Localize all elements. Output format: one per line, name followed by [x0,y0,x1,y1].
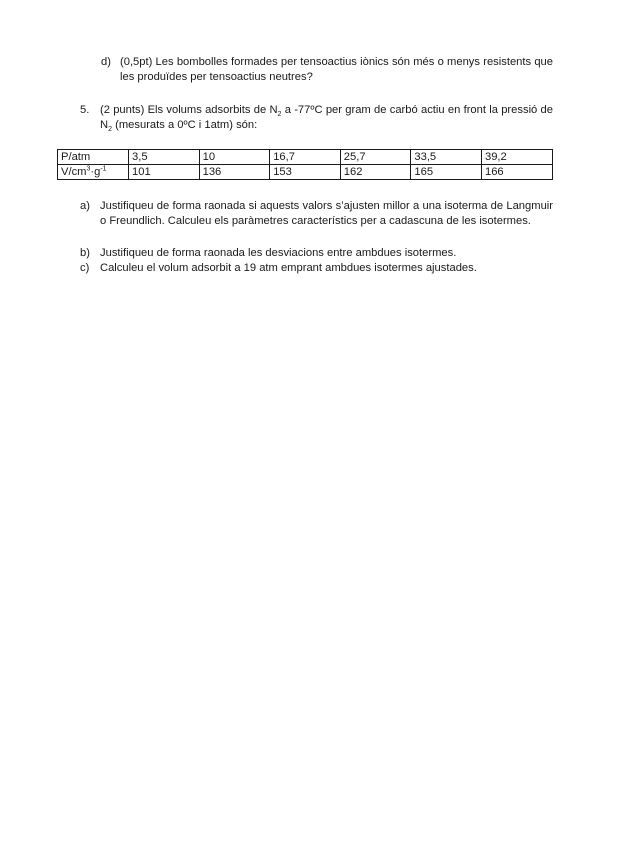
question-5-text [100,103,553,133]
table-cell: 153 [270,165,341,180]
table-header-volume [58,165,129,180]
question-d [101,55,553,85]
table-cell: 162 [340,165,411,180]
volume-header-mid: ·g [90,165,101,178]
subquestion-a-text: Justifiqueu de forma raonada si aquests valors s’ajusten millor a una isoterma de Langmuir o Freundlich. Calculeu els paràmetres característics per a cadascuna de les isotermes. [100,200,553,227]
table-cell: 3,5 [129,150,200,165]
volume-header-base: V/cm [61,165,87,178]
table-header-pressure: P/atm [58,150,129,165]
volume-header-sup2: -1 [100,164,107,172]
table-cell: 101 [129,165,200,180]
question-5-text-part1: (2 punts) Els volums adsorbits de N [100,104,278,116]
subquestion-c-marker: c) [80,262,90,274]
question-5-subscript-1: 2 [277,111,282,119]
subquestion-b [80,246,553,261]
question-5-text-part3: (mesurats a 0ºC i 1atm) són: [112,119,258,131]
subquestion-a-marker: a) [80,200,90,212]
table-cell: 136 [199,165,270,180]
table-cell: 166 [481,165,552,180]
table-cell: 25,7 [340,150,411,165]
table-cell: 16,7 [270,150,341,165]
table-cell: 33,5 [411,150,482,165]
question-5-subscript-2: 2 [108,126,112,134]
volume-header-sup1: 3 [86,164,91,172]
question-5 [80,103,553,133]
table-cell: 165 [411,165,482,180]
subquestion-b-text: Justifiqueu de forma raonada les desviacions entre ambdues isotermes. [100,247,457,259]
table-cell: 39,2 [481,150,552,165]
question-d-text: (0,5pt) Les bombolles formades per tensoactius iònics són més o menys resistents que les produïdes per tensoactius neutres? [120,56,553,83]
question-5-text-part2: a -77ºC per gram de carbó actiu en front la pressió de N [100,104,553,131]
subquestion-a [80,199,553,229]
question-5-marker: 5. [80,104,90,116]
subquestion-c-text: Calculeu el volum adsorbit a 19 atm emprant ambdues isotermes ajustades. [100,262,477,274]
question-d-marker: d) [101,56,111,68]
subquestion-b-marker: b) [80,247,90,259]
adsorption-data-table [57,149,553,180]
subquestion-c [80,261,553,276]
table-row-volume [58,165,553,180]
table-row-pressure [58,150,553,165]
table-cell: 10 [199,150,270,165]
